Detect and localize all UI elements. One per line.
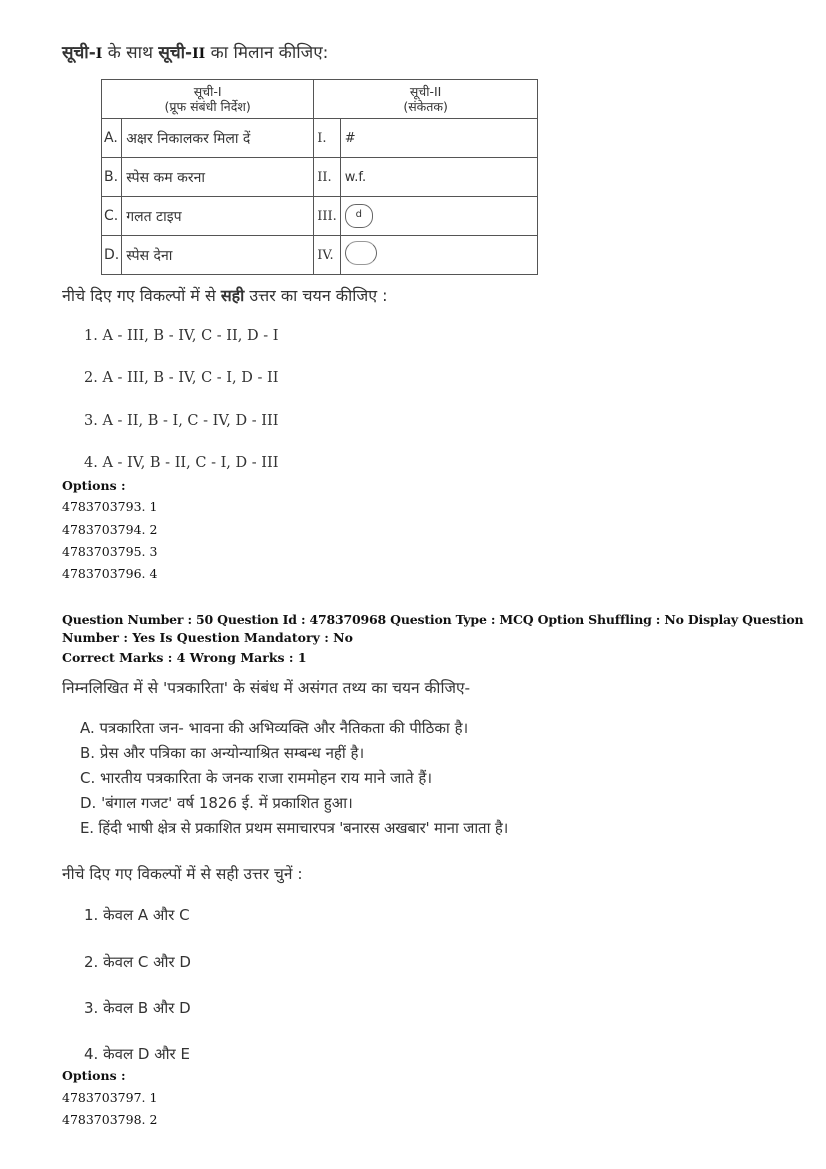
q49-options-label: Options : xyxy=(62,478,126,493)
q50-choice-3: 3. केवल B और D xyxy=(84,999,191,1017)
q49-choice-3: 3. A - II, B - I, C - IV, D - III xyxy=(84,413,279,429)
q49-choice-1: 1. A - III, B - IV, C - II, D - I xyxy=(84,328,279,344)
q49-title xyxy=(62,40,328,63)
q49-option-id-2: 4783703794. 2 xyxy=(62,522,158,537)
row-roman: I. xyxy=(314,119,341,158)
row-item: स्पेस कम करना xyxy=(122,158,314,197)
table-row xyxy=(102,197,538,236)
matching-table xyxy=(101,79,538,275)
head-list1-title: सूची-I xyxy=(193,84,222,99)
q49-title-mid: के साथ xyxy=(102,43,159,63)
row-symbol xyxy=(340,197,537,236)
q49-instruction-pre: नीचे दिए गए विकल्पों में से xyxy=(62,286,221,305)
q50-instruction: नीचे दिए गए विकल्पों में से सही उत्तर चुनें : xyxy=(62,865,303,883)
q49-instruction-post: उत्तर का चयन कीजिए : xyxy=(244,286,388,305)
q50-meta-line2: Number : Yes Is Question Mandatory : No xyxy=(62,630,353,645)
q49-title-list2-word: सूची- xyxy=(158,43,193,63)
q50-choice-2: 2. केवल C और D xyxy=(84,953,191,971)
q50-option-id-2: 4783703798. 2 xyxy=(62,1112,158,1127)
head-list1-subtitle: (प्रूफ संबंधी निर्देश) xyxy=(164,99,251,114)
q49-option-id-3: 4783703795. 3 xyxy=(62,544,158,559)
q49-option-id-4: 4783703796. 4 xyxy=(62,566,158,581)
row-symbol: # xyxy=(340,119,537,158)
table-header-row xyxy=(102,80,538,119)
table-row xyxy=(102,158,538,197)
row-item: अक्षर निकालकर मिला दें xyxy=(122,119,314,158)
row-letter: D. xyxy=(102,236,122,275)
q50-statement-b: B. प्रेस और पत्रिका का अन्योन्याश्रित सम्बन्ध नहीं है। xyxy=(80,744,365,762)
q50-meta-line3: Correct Marks : 4 Wrong Marks : 1 xyxy=(62,650,307,665)
row-roman: III. xyxy=(314,197,341,236)
row-symbol xyxy=(340,236,537,275)
delete-mark-icon: d xyxy=(345,204,373,228)
head-list2-title: सूची-II xyxy=(409,84,442,99)
q50-statement-a: A. पत्रकारिता जन- भावना की अभिव्यक्ति और नैतिकता की पीठिका है। xyxy=(80,719,469,737)
row-symbol: w.f. xyxy=(340,158,537,197)
q50-choice-1: 1. केवल A और C xyxy=(84,906,190,924)
q50-statement-d: D. 'बंगाल गजट' वर्ष 1826 ई. में प्रकाशित हुआ। xyxy=(80,794,353,812)
q50-statement-e: E. हिंदी भाषी क्षेत्र से प्रकाशित प्रथम समाचारपत्र 'बनारस अखबार' माना जाता है। xyxy=(80,819,509,837)
q50-options-label: Options : xyxy=(62,1068,126,1083)
row-roman: II. xyxy=(314,158,341,197)
q49-title-list1-word: सूची- xyxy=(62,43,96,63)
head-list2-subtitle: (संकेतक) xyxy=(403,99,448,114)
table-head-list1 xyxy=(102,80,314,119)
row-letter: B. xyxy=(102,158,122,197)
q50-statement-c: C. भारतीय पत्रकारिता के जनक राजा राममोहन राय माने जाते हैं। xyxy=(80,769,433,787)
q50-option-id-1: 4783703797. 1 xyxy=(62,1090,158,1105)
row-item: गलत टाइप xyxy=(122,197,314,236)
q50-choice-4: 4. केवल D और E xyxy=(84,1045,190,1063)
row-letter: A. xyxy=(102,119,122,158)
space-mark-icon xyxy=(345,241,377,265)
q49-choice-4: 4. A - IV, B - II, C - I, D - III xyxy=(84,455,279,471)
table-head-list2 xyxy=(314,80,538,119)
q50-meta-line1: Question Number : 50 Question Id : 478370968 Question Type : MCQ Option Shuffling : No Display Question xyxy=(62,612,804,627)
q49-instruction-bold: सही xyxy=(220,286,245,305)
q49-option-id-1: 4783703793. 1 xyxy=(62,499,158,514)
q49-title-list1-num: I xyxy=(95,46,103,62)
q50-question: निम्नलिखित में से 'पत्रकारिता' के संबंध में असंगत तथ्य का चयन कीजिए- xyxy=(62,679,471,697)
q49-title-list2-num: II xyxy=(192,46,206,62)
row-item: स्पेस देना xyxy=(122,236,314,275)
row-letter: C. xyxy=(102,197,122,236)
q49-instruction xyxy=(62,284,388,306)
table-row xyxy=(102,236,538,275)
table-row xyxy=(102,119,538,158)
row-roman: IV. xyxy=(314,236,341,275)
q49-title-post: का मिलान कीजिए: xyxy=(205,43,329,63)
q49-choice-2: 2. A - III, B - IV, C - I, D - II xyxy=(84,370,279,386)
